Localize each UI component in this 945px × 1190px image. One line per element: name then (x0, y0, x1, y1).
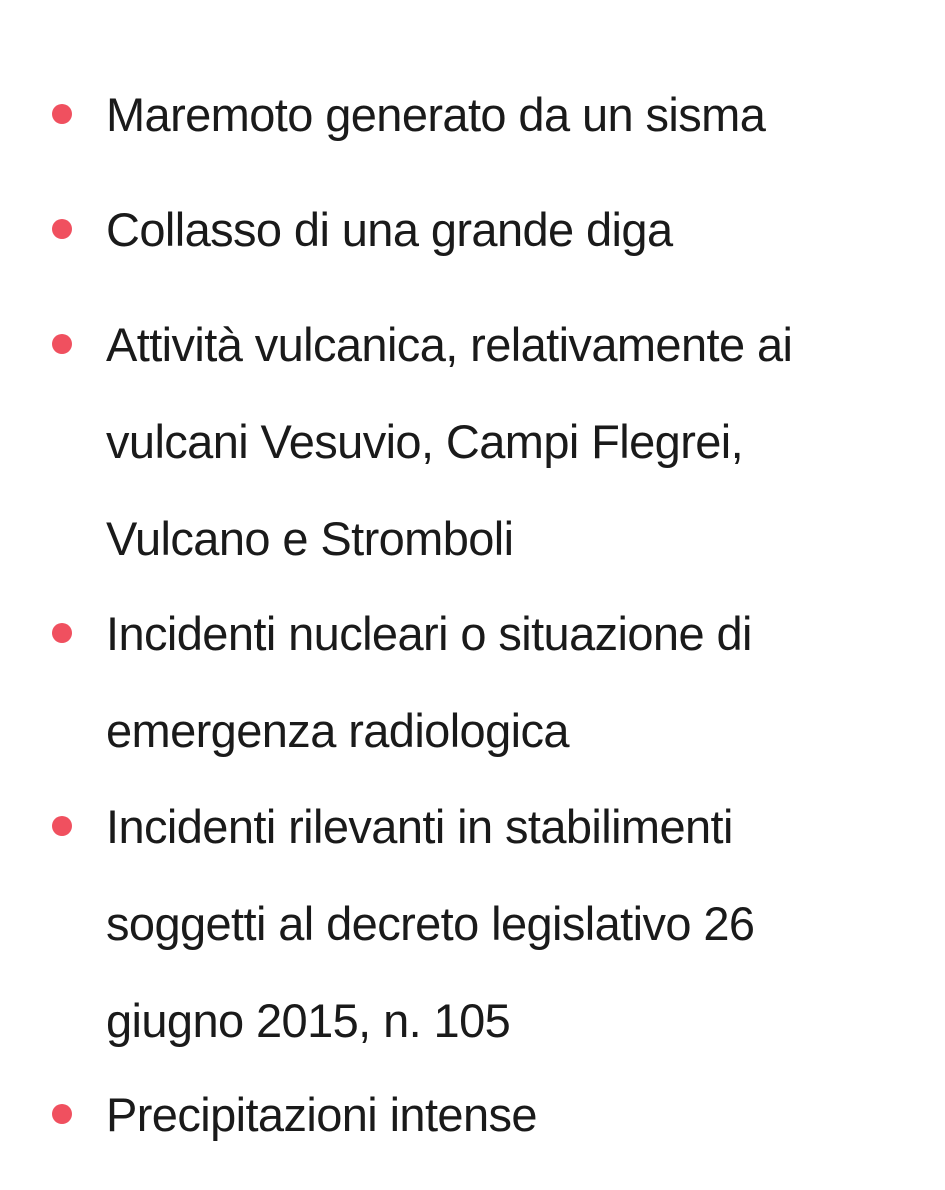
list-item-text: Precipitazioni intense (106, 1088, 537, 1141)
list-item-text: Maremoto generato da un sisma (106, 88, 766, 141)
list-item-text: Incidenti rilevanti in stabilimenti soggetti al decreto legislativo 26 giugno 2015, n. 105 (106, 800, 755, 1047)
bullet-dot-icon (52, 623, 72, 643)
list-item-text: Collasso di una grande diga (106, 203, 673, 256)
bullet-dot-icon (52, 816, 72, 836)
list-item-text: Attività vulcanica, relativamente ai vulcani Vesuvio, Campi Flegrei, Vulcano e Stromboli (106, 318, 793, 565)
bullet-dot-icon (52, 1104, 72, 1124)
list-item-text: Incidenti nucleari o situazione di emergenza radiologica (106, 607, 752, 757)
bullet-dot-icon (52, 334, 72, 354)
bullet-dot-icon (52, 219, 72, 239)
bullet-dot-icon (52, 104, 72, 124)
